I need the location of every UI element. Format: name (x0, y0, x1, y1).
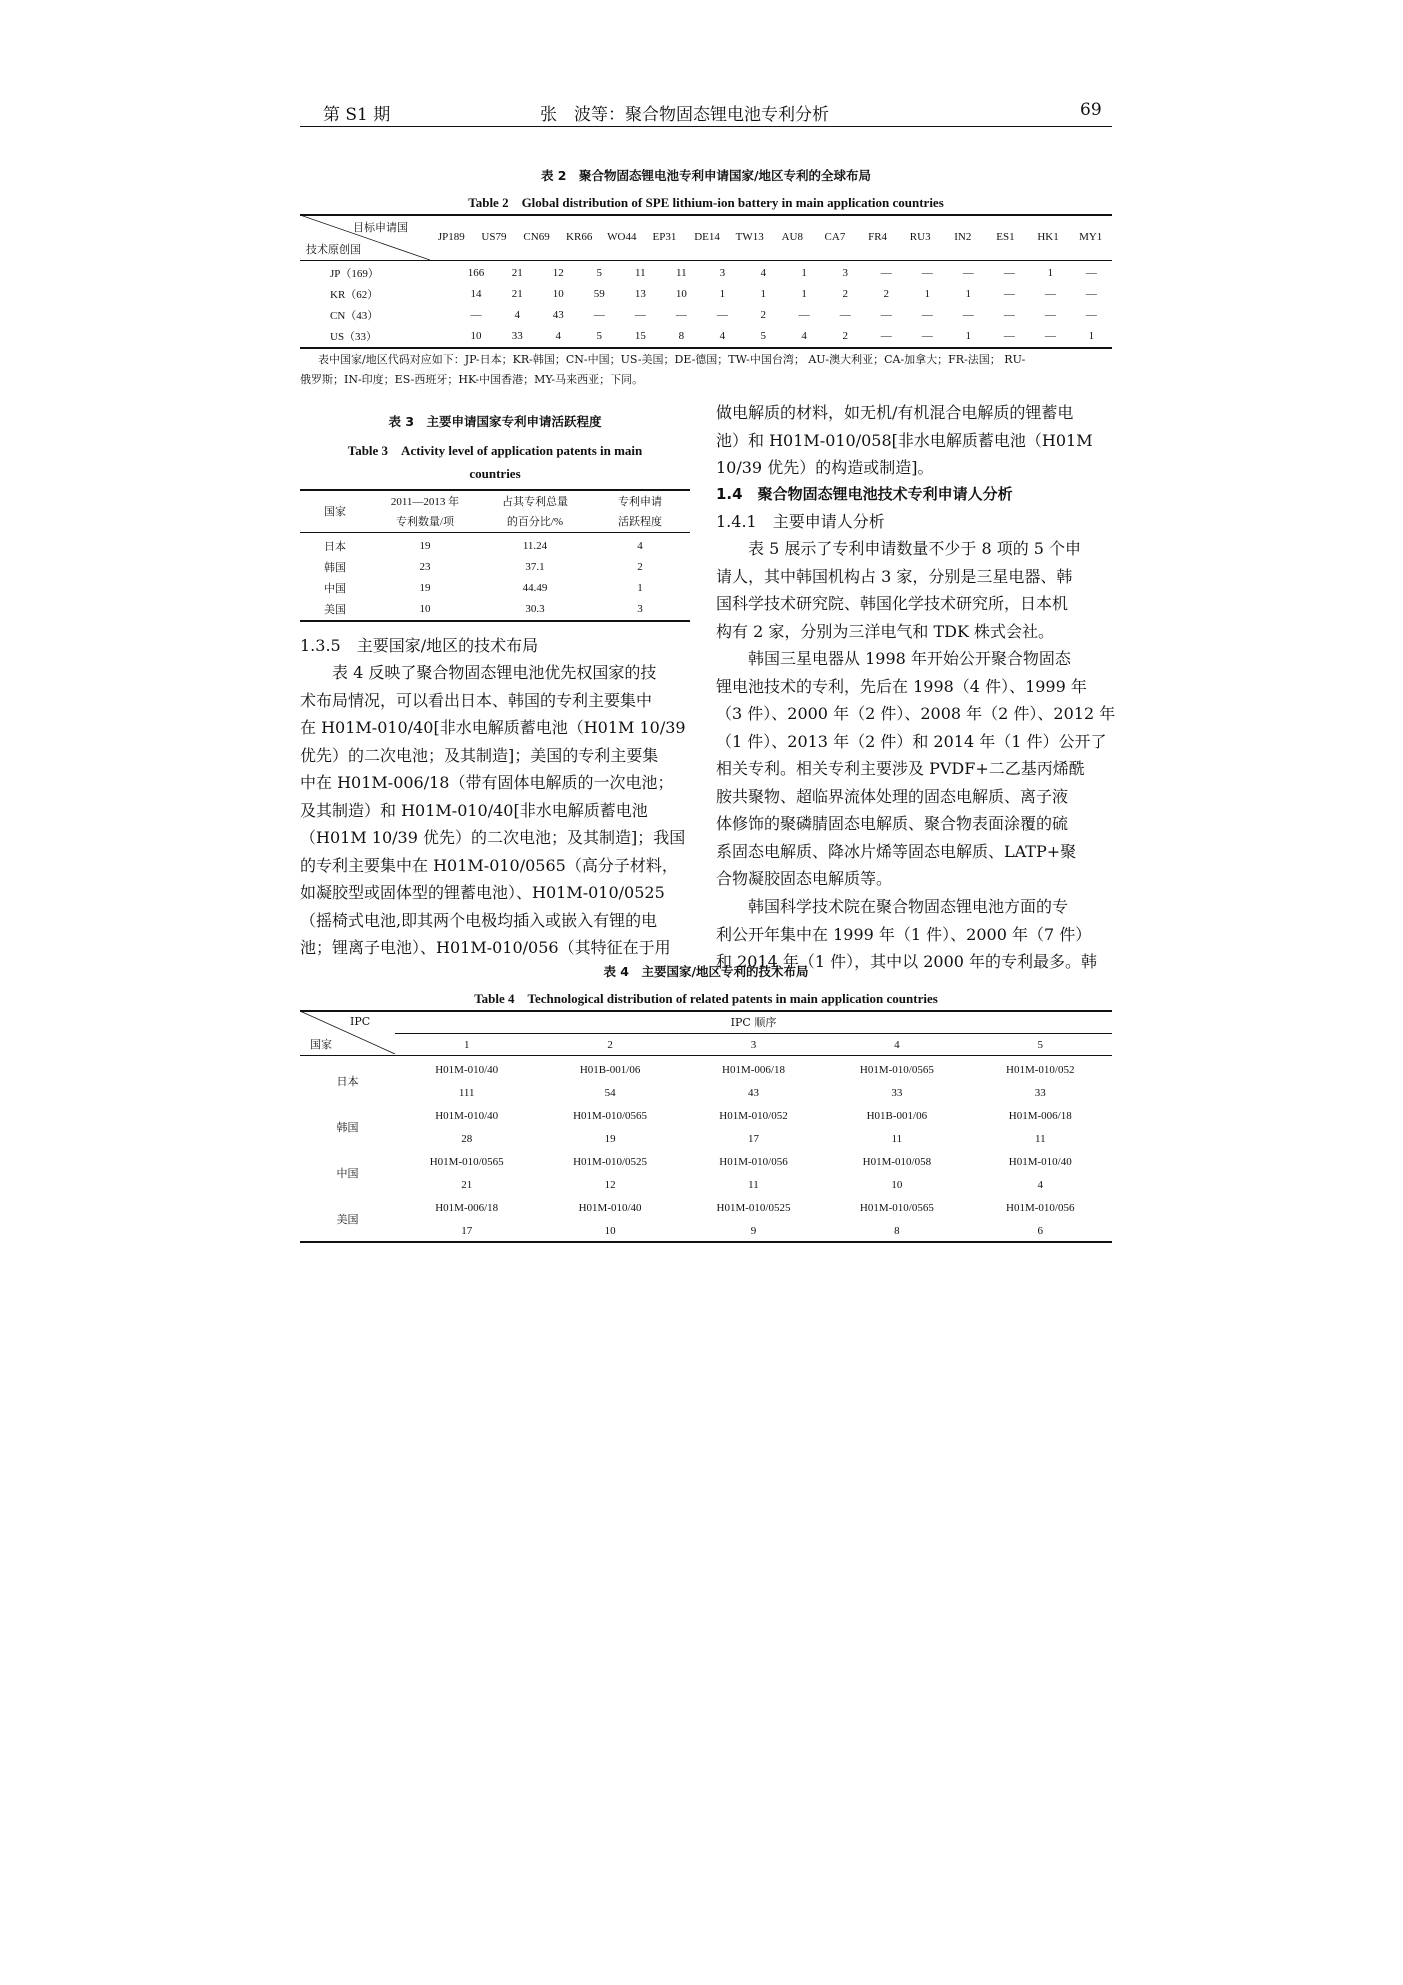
table2-col-fr4: FR4 (868, 230, 888, 243)
table2 (430, 226, 1112, 247)
table-row (300, 304, 1112, 325)
table2-cell: 4 (514, 308, 520, 321)
table3-country: 中国 (324, 582, 346, 595)
table2-col-ru3: RU3 (909, 230, 931, 243)
table2-cell: — (1044, 308, 1056, 321)
text-line: 锂电池技术的专利，先后在 1998（4 件）、1999 年 (716, 676, 1087, 696)
table3-body (300, 535, 690, 619)
table-row (300, 283, 1112, 304)
text-line: 在 H01M-010/40[非水电解质蓄电池（H01M 10/39 (300, 718, 686, 737)
text-line: （1 件）、2013 年（2 件）和 2014 年（1 件）公开了 (716, 731, 1107, 751)
table4-count: 4 (1037, 1178, 1044, 1191)
text-line: 表 5 展示了专利申请数量不少于 8 项的 5 个申 (748, 539, 1082, 558)
table2-col-cn69: CN69 (523, 230, 550, 243)
table2-corner-bottom: 技术原创国 (306, 243, 361, 256)
table4-count: 17 (461, 1224, 473, 1237)
table4-code: H01M-010/40 (1008, 1155, 1072, 1168)
table2-cell: 8 (678, 329, 685, 342)
right-continuation-paragraph (716, 399, 1112, 482)
text-line: 优先）的二次电池；及其制造]；美国的专利主要集 (300, 745, 659, 765)
table4-col-4: 4 (894, 1039, 900, 1051)
table3-header-activity-2: 活跃程度 (618, 516, 662, 528)
table4-mid-rule (300, 1055, 1112, 1056)
table2-cell: 10 (675, 287, 687, 300)
text-line: （摇椅式电池,即其两个电极均插入或嵌入有锂的电 (300, 910, 658, 930)
table-row (300, 1081, 1112, 1104)
table4-code: H01M-010/056 (719, 1155, 788, 1168)
table4-code: H01M-010/0525 (716, 1201, 791, 1214)
table2-cell: 21 (511, 287, 523, 300)
table2-cell: 43 (552, 308, 564, 321)
table2-cell: 1 (719, 287, 726, 300)
table4-code: H01M-006/18 (435, 1201, 499, 1214)
table3-count: 23 (419, 560, 431, 573)
table2-cell: — (798, 308, 810, 321)
table2-note-line2: 俄罗斯；IN-印度；ES-西班牙；HK-中国香港；MY-马来西亚；下同。 (300, 373, 644, 386)
table2-cell: — (880, 308, 892, 321)
table4-count: 8 (894, 1224, 900, 1237)
table4-count: 28 (461, 1132, 473, 1145)
table4-count: 33 (1034, 1086, 1046, 1099)
table2-corner-top: 目标申请国 (353, 221, 408, 234)
table4-count: 11 (891, 1132, 903, 1145)
table3-header-years-2: 专利数量/项 (395, 516, 455, 528)
table-row (300, 556, 690, 577)
table2-cell: — (1044, 287, 1056, 300)
table4-top-rule (300, 1010, 1112, 1012)
table2-header-row (430, 226, 1112, 247)
table2-cell: — (880, 266, 892, 279)
table2-col-jp189: JP189 (437, 230, 465, 243)
table4-group-rule (395, 1033, 1112, 1034)
left-paragraph (300, 659, 690, 962)
section-1-4-1-heading: 1.4.1 主要申请人分析 (716, 512, 885, 531)
table4-code: H01M-010/40 (578, 1201, 642, 1214)
text-line: 利公开年集中在 1999 年（1 件）、2000 年（7 件） (716, 924, 1092, 944)
table4-count: 17 (747, 1132, 759, 1145)
table2-col-in2: IN2 (954, 230, 972, 243)
text-line: 韩国科学技术院在聚合物固态锂电池方面的专 (748, 897, 1069, 916)
table2-row-label: US（33） (330, 330, 378, 343)
table4-code: H01M-010/056 (1006, 1201, 1075, 1214)
table2-cell: 4 (760, 266, 767, 279)
header-rule (300, 126, 1112, 127)
table2-cell: — (1003, 287, 1015, 300)
table-row (300, 1150, 1112, 1173)
text-line: 系固态电解质、降冰片烯等固态电解质、LATP+聚 (716, 841, 1077, 861)
table2-cell: — (1044, 329, 1056, 342)
table2-cell: 5 (596, 266, 603, 279)
table2-cell: 4 (801, 329, 807, 342)
table4-code: H01M-010/058 (862, 1155, 932, 1168)
table4-caption-en: Table 4 Technological distribution of related patents in main application countries (474, 991, 938, 1006)
running-header-page: 69 (1080, 100, 1102, 120)
table3-header-activity: 专利申请 (618, 496, 662, 508)
table4-header-row (395, 1035, 1112, 1055)
table2-cell: 2 (883, 287, 889, 300)
table3-header-share: 占其专利总量 (502, 496, 568, 508)
table4-col-2: 2 (607, 1039, 613, 1051)
table2-cell: 11 (635, 266, 646, 279)
table3-pct: 30.3 (525, 602, 545, 615)
table2-col-de14: DE14 (694, 230, 720, 243)
table4-count: 11 (748, 1178, 759, 1191)
table4-code: H01M-010/0565 (859, 1201, 934, 1214)
table4-caption-cn: 表 4 主要国家/地区专利的技术布局 (603, 964, 809, 979)
table-row (300, 1219, 1112, 1242)
table2-cell: 1 (965, 287, 972, 300)
table2-row-label: KR（62） (330, 288, 379, 301)
right-paragraph-2 (716, 645, 1116, 893)
table4-body (300, 1058, 1112, 1242)
table4-count: 43 (747, 1086, 759, 1099)
table2-cell: 11 (676, 266, 687, 279)
table2-cell: — (1085, 287, 1097, 300)
table4-code: H01M-010/40 (435, 1109, 499, 1122)
table2-cell: — (921, 308, 933, 321)
table3-country: 韩国 (324, 561, 346, 574)
table2-cell: — (880, 329, 892, 342)
table2-cell: — (962, 308, 974, 321)
text-line: 如凝胶型或固体型的锂蓄电池）、H01M-010/0525 (300, 883, 665, 902)
table2-cell: 1 (1047, 266, 1054, 279)
table3-bottom-rule (300, 620, 690, 622)
table2-cell: 2 (842, 329, 848, 342)
table4-group-header: IPC 顺序 (730, 1016, 777, 1029)
table3-header (300, 491, 690, 531)
table-row (300, 577, 690, 598)
table3-count: 19 (419, 539, 431, 552)
table-row (300, 325, 1112, 346)
table4-col-3: 3 (750, 1039, 757, 1051)
table2-cell: 1 (801, 287, 807, 300)
table2-cell: 33 (511, 329, 523, 342)
table4-col-5: 5 (1037, 1039, 1044, 1051)
table2-cell: — (962, 266, 974, 279)
table2-note-line1: 表中国家/地区代码对应如下：JP-日本；KR-韩国；CN-中国；US-美国；DE-德国；TW-中国台湾； AU-澳大利亚；CA-加拿大；FR-法国； RU- (318, 353, 1026, 366)
table-row (300, 1127, 1112, 1150)
text-line: 做电解质的材料，如无机/有机混合电解质的锂蓄电 (716, 403, 1074, 422)
table4-code: H01M-010/0565 (573, 1109, 648, 1122)
text-line: （3 件）、2000 年（2 件）、2008 年（2 件）、2012 年 (716, 704, 1116, 723)
table2-cell: — (1003, 308, 1015, 321)
table2-col-wo44: WO44 (607, 230, 637, 243)
table3-pct: 37.1 (525, 560, 545, 573)
text-line: 胺共聚物、超临界流体处理的固态电解质、离子液 (716, 786, 1069, 806)
table4-count: 9 (750, 1224, 757, 1237)
table2-cell: — (716, 308, 728, 321)
table2-cell: 3 (842, 266, 848, 279)
table4-code: H01M-010/0525 (573, 1155, 648, 1168)
table2-col-kr66: KR66 (566, 230, 593, 243)
table2-cell: 4 (555, 329, 561, 342)
table3-caption-en-1: Table 3 Activity level of application patents in main (347, 443, 643, 458)
table2-col-my1: MY1 (1079, 230, 1103, 243)
table4-column-header (395, 1035, 1112, 1055)
section-1-4-heading: 1.4 聚合物固态锂电池技术专利申请人分析 (716, 485, 1013, 503)
table4-country: 韩国 (336, 1122, 359, 1134)
table2-cell: — (1003, 266, 1015, 279)
table2-mid-rule (300, 260, 1112, 261)
table2-cell: 166 (467, 266, 485, 279)
table3-country: 日本 (324, 540, 346, 553)
table3-header-years: 2011—2013 年 (390, 496, 460, 508)
table2-cell: 1 (760, 287, 767, 300)
table4-count: 11 (1034, 1132, 1046, 1145)
table2-cell: — (839, 308, 851, 321)
table4-count: 21 (461, 1178, 473, 1191)
table2-cell: — (1085, 308, 1097, 321)
table3-caption-en-2: countries (469, 466, 521, 481)
table4-count: 12 (604, 1178, 616, 1191)
table4-code: H01B-001/06 (866, 1109, 928, 1122)
table2-cell: — (921, 329, 933, 342)
table2-cell: 59 (593, 287, 605, 300)
table4-country: 美国 (336, 1214, 359, 1226)
text-line: 术布局情况，可以看出日本、韩国的专利主要集中 (300, 690, 653, 710)
text-line: 国科学技术研究院、韩国化学技术研究所，日本机 (716, 594, 1069, 613)
table2-cell: 3 (719, 266, 726, 279)
table2-cell: 15 (634, 329, 646, 342)
table2-col-ep31: EP31 (652, 230, 677, 243)
text-line: 合物凝胶固态电解质等。 (716, 869, 893, 888)
table4-count: 6 (1037, 1224, 1044, 1237)
text-line: 中在 H01M-006/18（带有固体电解质的一次电池； (300, 773, 674, 792)
table2-caption-cn: 表 2 聚合物固态锂电池专利申请国家/地区专利的全球布局 (540, 168, 872, 183)
table4-code: H01M-006/18 (722, 1063, 785, 1076)
table4-code: H01M-010/0565 (859, 1063, 934, 1076)
table2-col-es1: ES1 (996, 230, 1015, 243)
table2-cell: 1 (1088, 329, 1095, 342)
text-line: 表 4 反映了聚合物固态锂电池优先权国家的技 (332, 663, 657, 682)
table2-cell: — (593, 308, 605, 321)
text-line: 10/39 优先）的构造或制造]。 (716, 458, 934, 477)
table2-cell: — (1085, 266, 1097, 279)
table2-row-label: CN（43） (330, 309, 379, 322)
table2-cell: — (675, 308, 687, 321)
table4-code: H01M-010/052 (1006, 1063, 1075, 1076)
text-line: （H01M 10/39 优先）的二次电池；及其制造]；我国 (300, 828, 686, 847)
text-line: 和 2014 年（1 件），其中以 2000 年的专利最多。韩 (716, 952, 1098, 971)
table3-level: 3 (637, 602, 643, 615)
table3-caption-cn: 表 3 主要申请国家专利申请活跃程度 (388, 414, 602, 429)
table3-count: 19 (419, 581, 431, 594)
table-row (300, 1058, 1112, 1081)
table4-country: 日本 (336, 1076, 359, 1088)
table-row (300, 598, 690, 619)
table2-cell: — (634, 308, 646, 321)
running-header-issue: 第 S1 期 (323, 105, 391, 125)
text-line: 体修饰的聚磷腈固态电解质、聚合物表面涂覆的硫 (716, 814, 1069, 833)
table4-code: H01M-010/0565 (429, 1155, 504, 1168)
table2-cell: 5 (760, 329, 767, 342)
table2-cell: 14 (470, 287, 482, 300)
table2-cell: — (1003, 329, 1015, 342)
table4-country: 中国 (336, 1168, 359, 1180)
table2-cell: 12 (552, 266, 564, 279)
text-line: 相关专利。相关专利主要涉及 PVDF+二乙基丙烯酰 (716, 759, 1085, 778)
table3-count: 10 (419, 602, 431, 615)
running-header-title: 张 波等：聚合物固态锂电池专利分析 (540, 105, 829, 125)
table4-count: 10 (604, 1224, 616, 1237)
table2-col-au8: AU8 (781, 230, 803, 243)
table4-count: 111 (458, 1086, 475, 1099)
table2-cell: 1 (965, 329, 972, 342)
table2-cell: — (921, 266, 933, 279)
table4-code: H01B-001/06 (579, 1063, 641, 1076)
table2-cell: — (470, 308, 482, 321)
table3-header-country: 国家 (324, 506, 346, 518)
table4-corner-top: IPC (350, 1015, 371, 1028)
table2-cell: 1 (801, 266, 807, 279)
table2-col-hk1: HK1 (1037, 230, 1059, 243)
text-line: 池；锂离子电池）、H01M-010/056（其特征在于用 (300, 938, 671, 957)
table3-level: 2 (637, 560, 643, 573)
table4-count: 19 (604, 1132, 616, 1145)
table4-code: H01M-010/052 (719, 1109, 788, 1122)
table-row (300, 1196, 1112, 1219)
table2-caption-en: Table 2 Global distribution of SPE lithium-ion battery in main application countries (468, 195, 944, 210)
table2-cell: 13 (634, 287, 646, 300)
table3-mid-rule (300, 532, 690, 533)
table2-bottom-rule (300, 347, 1112, 349)
table4-code: H01M-010/40 (435, 1063, 499, 1076)
text-line: 请人，其中韩国机构占 3 家，分别是三星电器、韩 (716, 566, 1073, 586)
table2-cell: 2 (842, 287, 848, 300)
table4-count: 54 (604, 1086, 616, 1099)
table4-code: H01M-006/18 (1008, 1109, 1072, 1122)
table3-country: 美国 (324, 603, 346, 616)
table4-bottom-rule (300, 1241, 1112, 1243)
section-1-3-5-heading: 1.3.5 主要国家/地区的技术布局 (300, 636, 539, 655)
right-paragraph-1 (716, 535, 1112, 645)
table2-cell: 10 (470, 329, 482, 342)
text-line: 构有 2 家，分别为三洋电气和 TDK 株式会社。 (716, 621, 1054, 641)
text-line: 池）和 H01M-010/058[非水电解质蓄电池（H01M (716, 430, 1093, 450)
table2-cell: 21 (511, 266, 523, 279)
text-line: 及其制造）和 H01M-010/40[非水电解质蓄电池 (300, 800, 648, 820)
table-row (300, 535, 690, 556)
table-row (300, 1173, 1112, 1196)
table2-row-label: JP（169） (330, 267, 379, 280)
table3-header-share-2: 的百分比/% (506, 516, 564, 528)
table-row (300, 262, 1112, 283)
table4-count: 33 (891, 1086, 903, 1099)
table4-count: 10 (891, 1178, 903, 1191)
table2-col-tw13: TW13 (735, 230, 764, 243)
table4-corner-bottom: 国家 (310, 1038, 332, 1051)
table2-cell: 4 (719, 329, 726, 342)
table4-col-1: 1 (463, 1039, 470, 1051)
text-line: 韩国三星电器从 1998 年开始公开聚合物固态 (748, 649, 1071, 668)
table2-col-ca7: CA7 (824, 230, 846, 243)
table2-cell: 1 (924, 287, 930, 300)
table3-pct: 44.49 (522, 581, 548, 594)
table2-cell: 10 (552, 287, 564, 300)
table3-pct: 11.24 (522, 539, 548, 552)
table3-level: 1 (637, 581, 643, 594)
table-row (300, 1104, 1112, 1127)
text-line: 的专利主要集中在 H01M-010/0565（高分子材料， (300, 855, 678, 875)
table3-level: 4 (637, 539, 643, 552)
table2-cell: 5 (596, 329, 603, 342)
table2-body (300, 262, 1112, 346)
table2-col-us79: US79 (481, 230, 507, 243)
table2-cell: 2 (760, 308, 767, 321)
